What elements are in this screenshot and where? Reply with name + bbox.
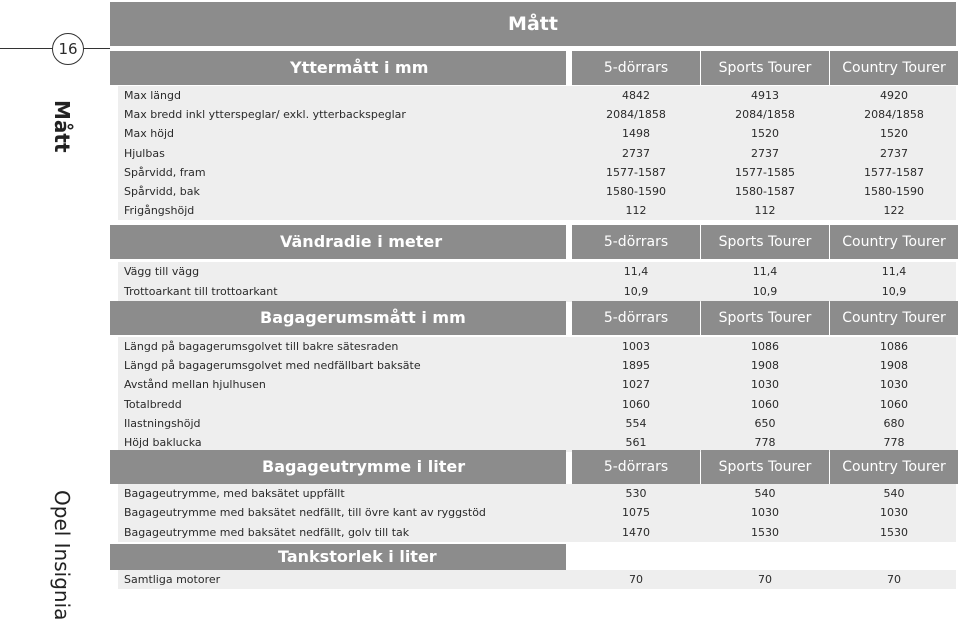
row-value: 1086 xyxy=(751,340,779,353)
page-number: 16 xyxy=(52,33,84,65)
row-value: 122 xyxy=(883,204,905,218)
section-header-volume xyxy=(110,450,956,484)
table-row xyxy=(118,484,956,503)
row-value: 112 xyxy=(625,204,647,218)
table-row xyxy=(118,282,956,301)
row-value: 530 xyxy=(625,487,647,500)
row-value: 70 xyxy=(629,573,643,586)
section-heading: Tankstorlek i liter xyxy=(278,547,437,566)
row-value: 10,9 xyxy=(881,284,907,298)
row-value: 540 xyxy=(883,487,905,500)
row-value: 1908 xyxy=(751,359,779,373)
table-row xyxy=(118,356,956,375)
page-title-bar xyxy=(110,2,956,46)
row-value: 2084/1858 xyxy=(864,108,924,122)
section-header-turning xyxy=(110,225,956,259)
row-value: 11,4 xyxy=(752,265,778,278)
table-row xyxy=(118,144,956,163)
row-value: 1030 xyxy=(880,378,908,392)
row-label: Höjd baklucka xyxy=(124,436,202,449)
row-value: 1577-1587 xyxy=(606,165,666,179)
row-value: 2737 xyxy=(622,146,650,160)
row-label: Max bredd inkl ytterspeglar/ exkl. ytterbackspeglar xyxy=(124,108,406,122)
row-label: Totalbredd xyxy=(124,397,182,411)
row-label: Max höjd xyxy=(124,127,174,141)
row-value: 11,4 xyxy=(881,265,907,278)
side-title-top: Mått xyxy=(50,100,74,153)
table-row xyxy=(118,105,956,124)
row-value: 1895 xyxy=(622,359,650,373)
row-label: Vägg till vägg xyxy=(124,265,200,278)
column-header-sports-tourer: Sports Tourer xyxy=(701,301,829,335)
section-heading: Vändradie i meter xyxy=(280,232,443,251)
table-row xyxy=(118,124,956,143)
row-value: 4920 xyxy=(880,89,908,102)
table-row xyxy=(118,375,956,394)
section-heading: Yttermått i mm xyxy=(290,58,429,77)
table-row xyxy=(118,182,956,201)
row-value: 1470 xyxy=(622,525,650,539)
row-value: 1520 xyxy=(880,127,908,141)
row-label: Spårvidd, fram xyxy=(124,165,206,179)
table-row xyxy=(118,262,956,281)
column-header-5door: 5-dörrars xyxy=(572,450,700,484)
row-value: 2084/1858 xyxy=(735,108,795,122)
row-value: 1908 xyxy=(880,359,908,373)
row-value: 1003 xyxy=(622,340,650,353)
table-row xyxy=(118,414,956,433)
row-value: 1075 xyxy=(622,506,650,520)
column-header-sports-tourer: Sports Tourer xyxy=(701,450,829,484)
side-title-bottom: Opel Insignia xyxy=(50,490,74,621)
page-title: Mått xyxy=(508,13,558,35)
column-header-5door: 5-dörrars xyxy=(572,301,700,335)
section-header-luggage xyxy=(110,301,956,335)
row-value: 11,4 xyxy=(623,265,649,278)
row-value: 1577-1585 xyxy=(735,165,795,179)
row-label: Samtliga motorer xyxy=(124,573,221,586)
column-header-sports-tourer: Sports Tourer xyxy=(701,51,829,85)
row-value: 2737 xyxy=(880,146,908,160)
column-header-5door: 5-dörrars xyxy=(572,225,700,259)
row-value: 2737 xyxy=(751,146,779,160)
column-header-country-tourer: Country Tourer xyxy=(830,450,958,484)
row-value: 1060 xyxy=(751,397,779,411)
table-row xyxy=(118,86,956,105)
column-header-country-tourer: Country Tourer xyxy=(830,301,958,335)
row-value: 1520 xyxy=(751,127,779,141)
row-value: 554 xyxy=(625,416,647,430)
row-value: 1577-1587 xyxy=(864,165,924,179)
table-row xyxy=(118,503,956,522)
row-value: 10,9 xyxy=(623,284,649,298)
table-row xyxy=(118,337,956,356)
row-value: 1030 xyxy=(751,506,779,520)
table-row xyxy=(118,570,956,589)
row-value: 1580-1587 xyxy=(735,185,795,198)
row-label: Ilastningshöjd xyxy=(124,416,201,430)
row-label: Längd på bagagerumsgolvet till bakre sätesraden xyxy=(124,340,399,353)
section-heading: Bagageutrymme i liter xyxy=(262,457,466,476)
row-value: 561 xyxy=(625,436,647,449)
table-row xyxy=(118,163,956,182)
table-row xyxy=(118,201,956,220)
row-value: 1580-1590 xyxy=(606,185,666,198)
row-label: Bagageutrymme med baksätet nedfällt, golv till tak xyxy=(124,525,410,539)
row-value: 680 xyxy=(883,416,905,430)
row-value: 540 xyxy=(754,487,776,500)
row-value: 70 xyxy=(758,573,772,586)
row-value: 1030 xyxy=(880,506,908,520)
column-header-sports-tourer: Sports Tourer xyxy=(701,225,829,259)
row-value: 112 xyxy=(754,204,776,218)
row-value: 70 xyxy=(887,573,901,586)
row-value: 1530 xyxy=(751,525,779,539)
row-label: Frigångshöjd xyxy=(124,204,195,218)
row-label: Bagageutrymme, med baksätet uppfällt xyxy=(124,487,345,500)
row-value: 778 xyxy=(883,436,905,449)
column-header-country-tourer: Country Tourer xyxy=(830,225,958,259)
row-value: 1530 xyxy=(880,525,908,539)
section-header-exterior xyxy=(110,51,956,85)
section-header-tank xyxy=(110,544,566,570)
table-row xyxy=(118,395,956,414)
row-value: 1060 xyxy=(880,397,908,411)
row-value: 1086 xyxy=(880,340,908,353)
row-value: 650 xyxy=(754,416,776,430)
row-value: 10,9 xyxy=(752,284,778,298)
row-label: Avstånd mellan hjulhusen xyxy=(124,378,266,392)
section-heading: Bagagerumsmått i mm xyxy=(260,308,466,327)
row-value: 4913 xyxy=(751,89,779,102)
row-label: Max längd xyxy=(124,89,181,102)
table-row xyxy=(118,523,956,542)
row-value: 4842 xyxy=(622,89,650,102)
row-label: Bagageutrymme med baksätet nedfällt, till övre kant av ryggstöd xyxy=(124,506,486,520)
row-value: 2084/1858 xyxy=(606,108,666,122)
row-label: Längd på bagagerumsgolvet med nedfällbart baksäte xyxy=(124,359,421,373)
column-header-5door: 5-dörrars xyxy=(572,51,700,85)
row-value: 1580-1590 xyxy=(864,185,924,198)
row-value: 1030 xyxy=(751,378,779,392)
column-header-country-tourer: Country Tourer xyxy=(830,51,958,85)
row-value: 1498 xyxy=(622,127,650,141)
row-label: Spårvidd, bak xyxy=(124,185,200,198)
row-value: 1060 xyxy=(622,397,650,411)
row-label: Hjulbas xyxy=(124,146,165,160)
row-value: 778 xyxy=(754,436,776,449)
row-value: 1027 xyxy=(622,378,650,392)
row-label: Trottoarkant till trottoarkant xyxy=(124,284,278,298)
